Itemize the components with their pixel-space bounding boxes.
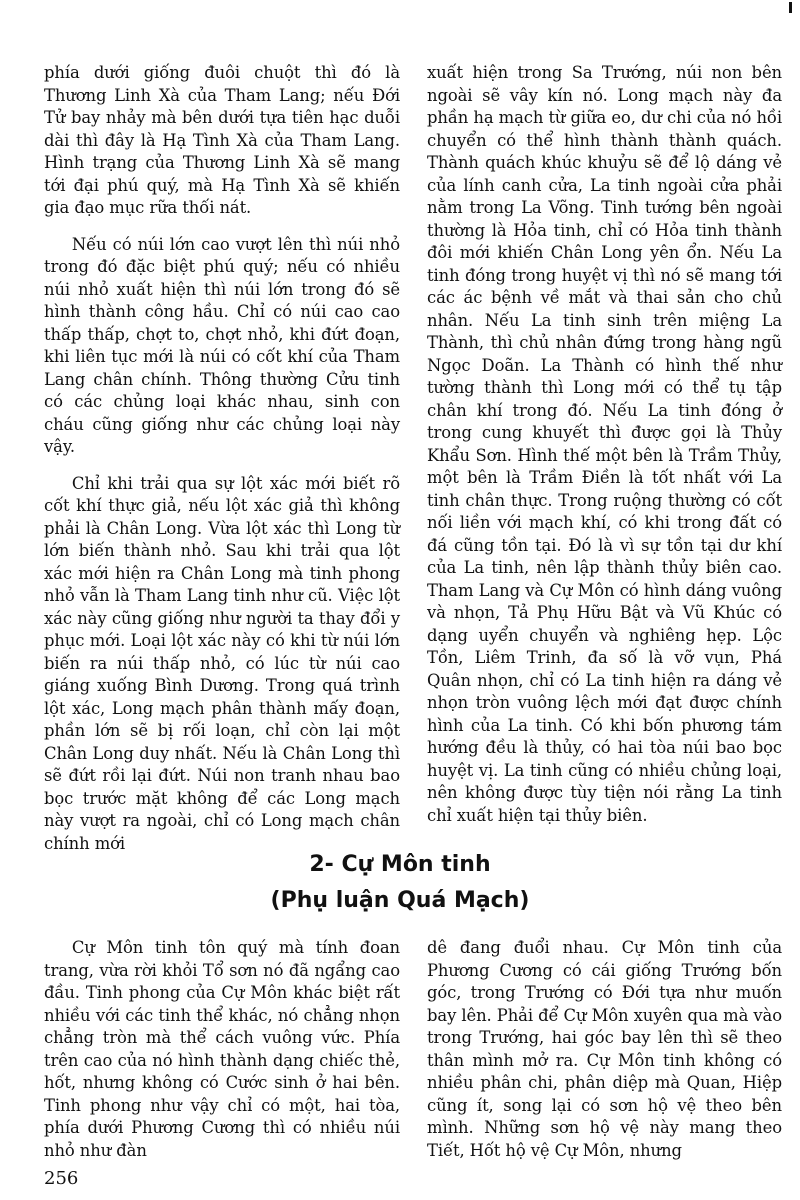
paragraph: Chỉ khi trải qua sự lột xác mới biết rõ cốt khí thực giả, nếu lột xác giả thì không phải là Chân Long. Vừa lột xác thì Long từ lớn biến thành nhỏ. Sau khi trải qua lột xác mới hiện ra Chân Long mà tinh phong nhỏ vẫn là Tham Lang tinh như cũ. Việc lột xác này cũng giống như người ta thay đổi y phục mới. Loại lột xác này có khi từ núi lớn biến ra núi thấp nhỏ, có lúc từ núi cao giáng xuống Bình Dương. Trong quá trình lột xác, Long mạch phân thành mấy đoạn, phần lớn sẽ bị rối loạn, chỉ còn lại một Chân Long duy nhất. Nếu là Chân Long thì sẽ đứt rồi lại đứt. Núi non tranh nhau bao bọc trước mặt không để các Long mạch này vượt ra ngoài, chỉ có Long mạch chân chính mới	[44, 473, 400, 853]
bottom-right-column	[427, 937, 782, 1176]
paragraph: Cự Môn tinh tôn quý mà tính đoan trang, vừa rời khỏi Tổ sơn nó đã ngẩng cao đầu. Tinh phong của Cự Môn khác biệt rất nhiều với các tinh thể khác, nó chẳng nhọn chẳng tròn mà thể cách vuông vức. Phía trên cao của nó hình thành dạng chiếc thẻ, hốt, nhưng không có Cước sinh ở hai bên. Tinh phong như vậy chỉ có một, hai tòa, phía dưới Phương Cương thì có nhiều núi nhỏ như đàn	[44, 938, 400, 1160]
top-right-column	[427, 62, 782, 841]
page-number: 256	[44, 1168, 79, 1189]
bottom-left-column	[44, 937, 400, 1176]
section-heading: 2- Cự Môn tinh	[309, 852, 491, 877]
paragraph: xuất hiện trong Sa Trướng, núi non bên ngoài sẽ vây kín nó. Long mạch này đa phần hạ mạch từ giữa eo, dư chi của nó hồi chuyển có thể hình thành thành quách. Thành quách khúc khuỷu sẽ để lộ dáng vẻ của lính canh cửa, La tinh ngoài cửa phải nằm trong La Võng. Tinh tướng bên ngoài thường là Hỏa tinh, chỉ có Hỏa tinh thành đôi mới khiến Chân Long yên ổn. Nếu La tinh đóng trong huyệt vị thì nó sẽ mang tới các ác bệnh về mắt và thai sản cho chủ nhân. Nếu La tinh sinh trên miệng La Thành, thì chủ nhân đứng trong hàng ngũ Ngọc Doãn. La Thành có hình thế như tường thành thì Long mới có thể tụ tập chân khí trong đó. Nếu La tinh đóng ở trong cung khuyết thì được gọi là Thủy Khẩu Sơn. Hình thế một bên là Trầm Thủy, một bên là Trầm Điền là tốt nhất với La tinh chân thực. Trong ruộng thường có cốt nối liền với mạch khí, có khi trong đất có đá cũng tồn tại. Đó là vì sự tồn tại dư khí của La tinh, nên lập thành thủy biên cao. Tham Lang và Cự Môn có hình dáng vuông và nhọn, Tả Phụ Hữu Bật và Vũ Khúc có dạng uyển chuyển và nghiêng hẹp. Lộc Tồn, Liêm Trinh, đa số là vỡ vụn, Phá Quân nhọn, chỉ có La tinh hiện ra dáng vẻ nhọn tròn vuông lệch mới đạt được chính hình của La tinh. Có khi bốn phương tám hướng đều là thủy, có hai tòa núi bao bọc huyệt vị. La tinh cũng có nhiều chủng loại, nên không được tùy tiện nói rằng La tinh chỉ xuất hiện tại thủy biên.	[427, 63, 782, 825]
corner-mark	[789, 2, 792, 13]
paragraph: phía dưới giống đuôi chuột thì đó là Thương Linh Xà của Tham Lang; nếu Đới Tử bay nhảy mà bên dưới tựa tiên hạc duỗi dài thì đây là Hạ Tình Xà của Tham Lang. Hình trạng của Thương Linh Xà sẽ mang tới đại phú quý, mà Hạ Tình Xà sẽ khiến gia đạo mục rữa thối nát.	[44, 63, 400, 217]
section-subheading: (Phụ luận Quá Mạch)	[270, 888, 530, 913]
paragraph: dê đang đuổi nhau. Cự Môn tinh của Phương Cương có cái giống Trướng bốn góc, trong Trướng có Đới tựa như muốn bay lên. Phải để Cự Môn xuyên qua mà vào trong Trướng, hai góc bay lên thì sẽ theo thân mình mở ra. Cự Môn tinh không có nhiều phân chi, phân diệp mà Quan, Hiệp cũng ít, song lại có sơn hộ vệ theo bên mình. Những sơn hộ vệ này mang theo Tiết, Hốt hộ vệ Cự Môn, nhưng	[427, 938, 782, 1160]
top-left-column	[44, 62, 400, 869]
paragraph: Nếu có núi lớn cao vượt lên thì núi nhỏ trong đó đặc biệt phú quý; nếu có nhiều núi nhỏ xuất hiện thì núi lớn trong đó sẽ hình thành công hầu. Chỉ có núi cao cao thấp thấp, chợt to, chợt nhỏ, khi đứt đoạn, khi liên tục mới là núi có cốt khí của Tham Lang chân chính. Thông thường Cửu tinh có các chủng loại khác nhau, sinh con cháu cũng giống như các chủng loại này vậy.	[44, 234, 400, 456]
